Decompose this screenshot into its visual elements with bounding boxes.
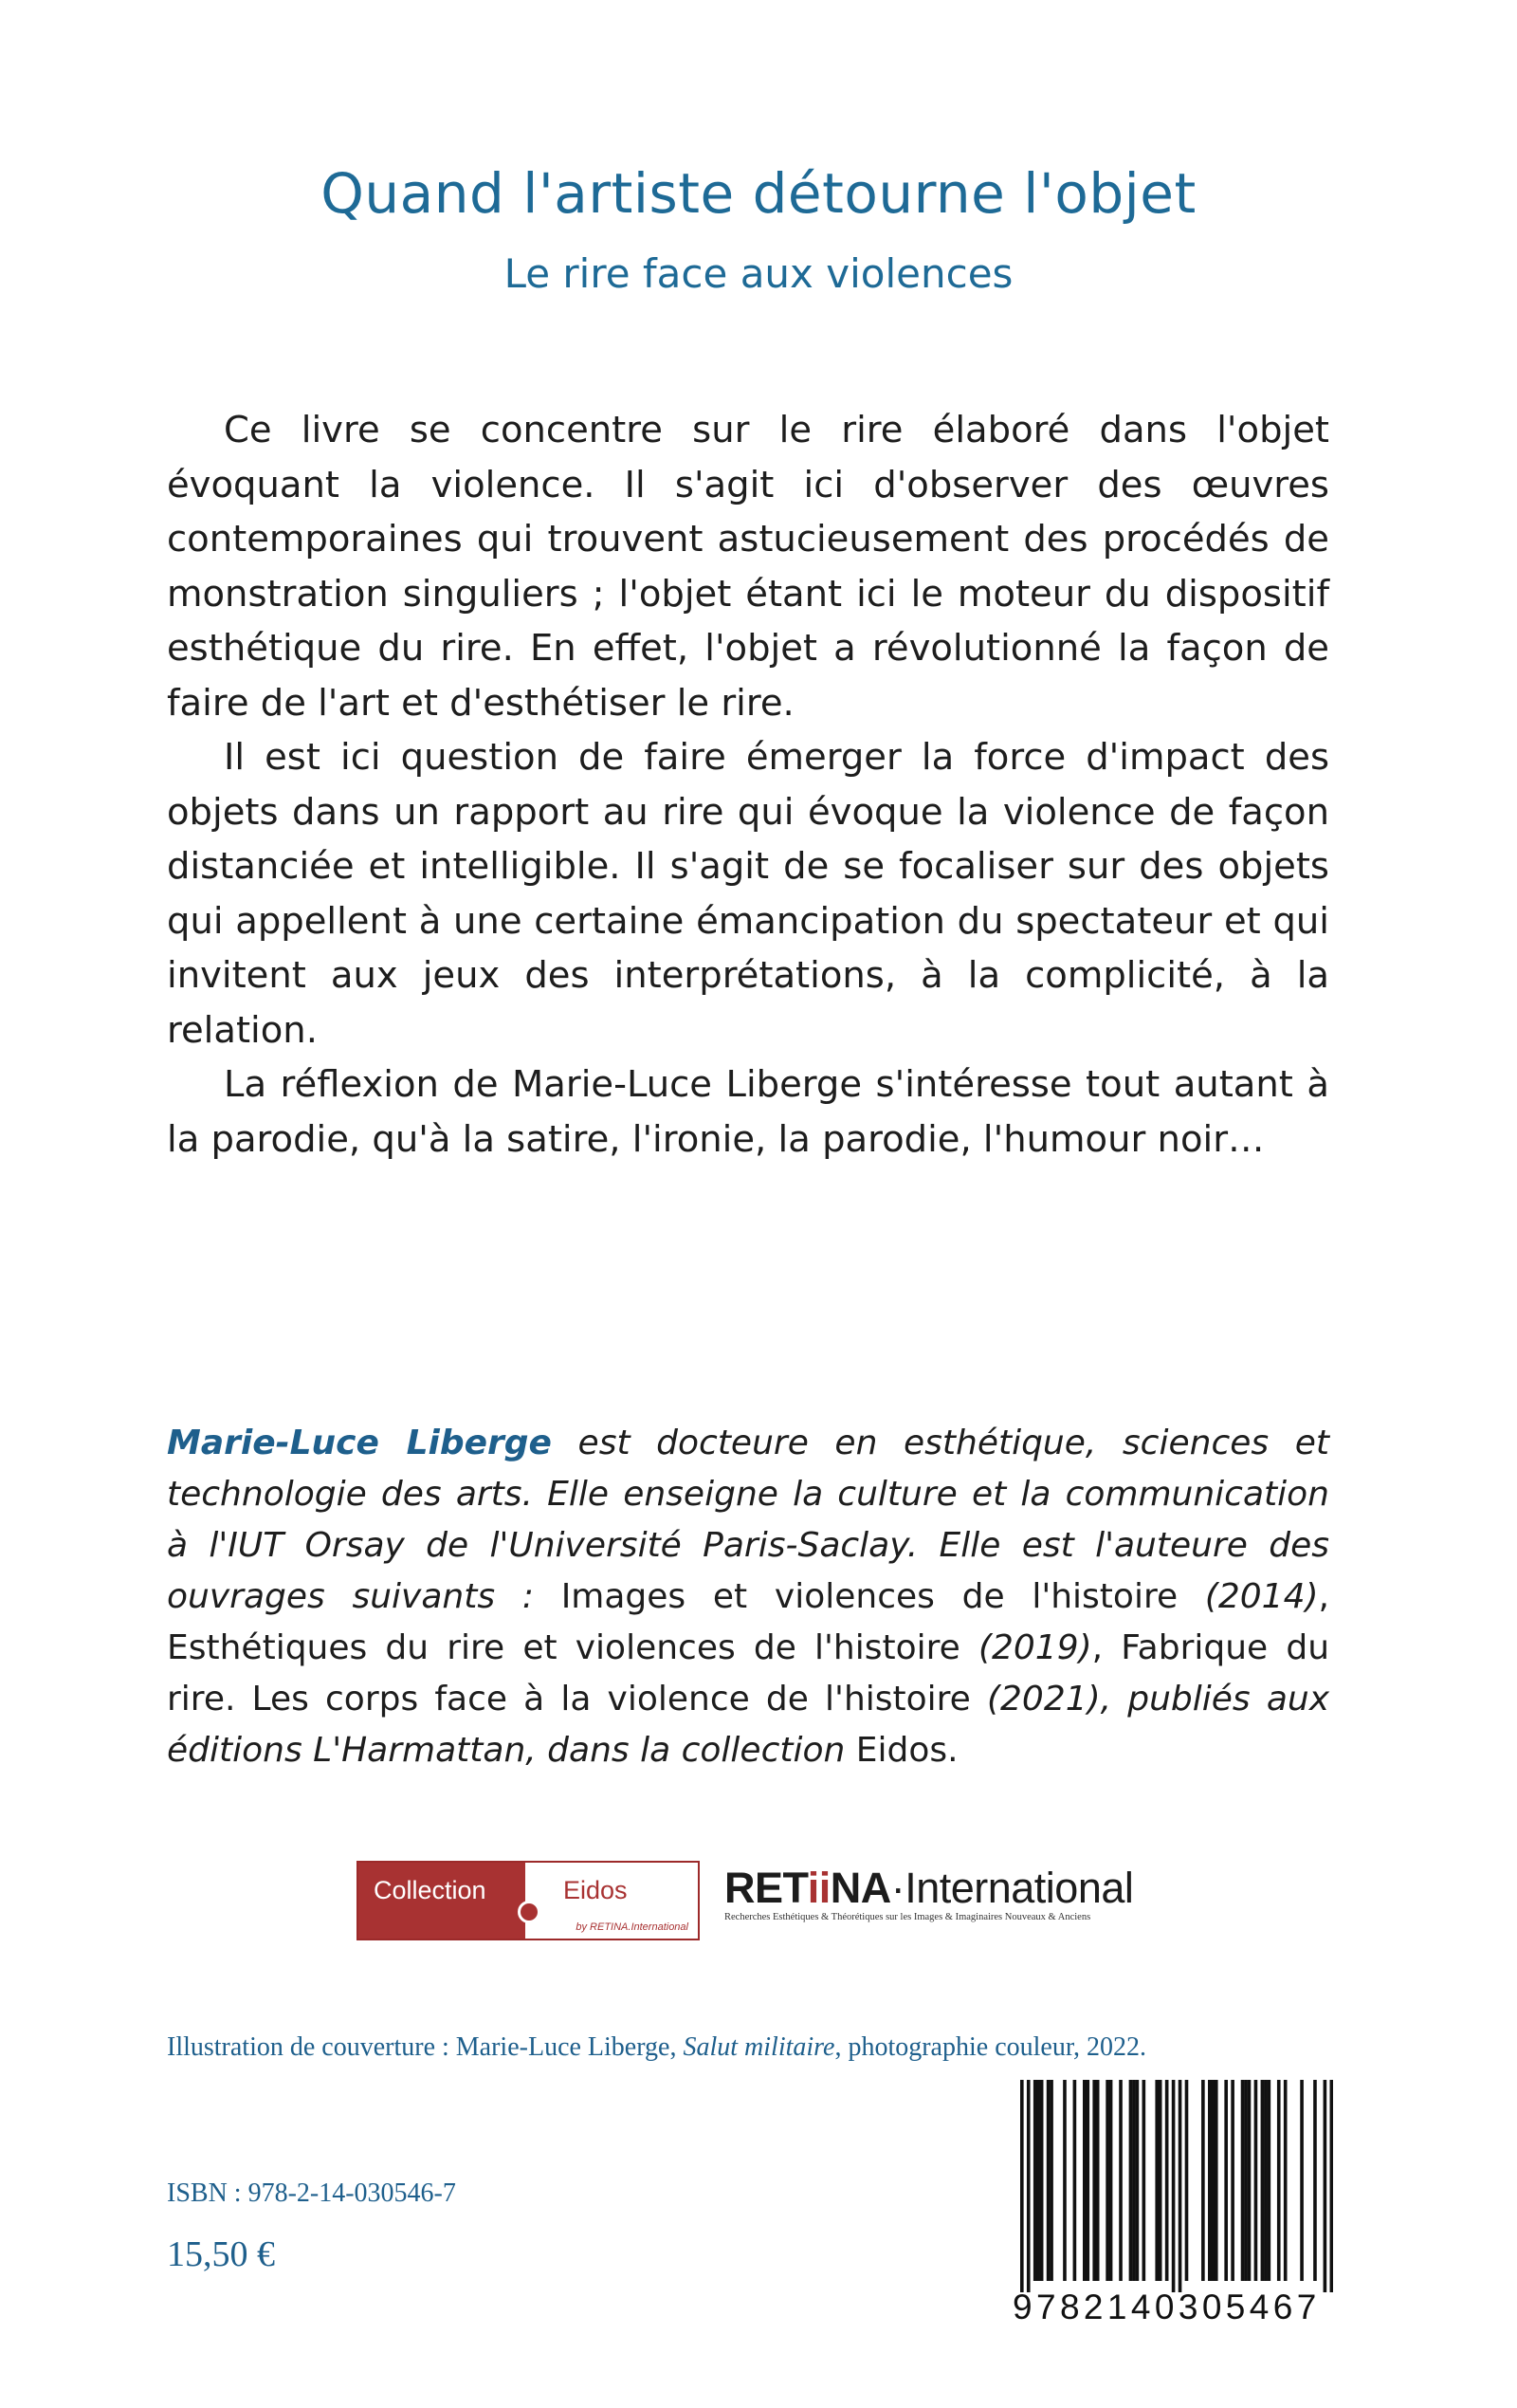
barcode-bar [1268,2080,1271,2281]
credit-prefix: Illustration de couverture : Marie-Luce Liberge, [167,2032,684,2062]
barcode-bar [1284,2080,1288,2281]
bio-book-1: Images et violences de l'histoire [560,1577,1179,1616]
barcode-bar [1155,2080,1159,2281]
bio-year-2: (2019) [960,1628,1092,1667]
barcode-bar [1264,2080,1268,2281]
barcode-bar [1261,2080,1265,2281]
retina-logo-tagline: Recherches Esthétiques & Théorétiques sur les Images & Imaginaires Nouveaux & Anciens [724,1912,1091,1922]
barcode-bar [1033,2080,1037,2281]
collection-logo-eidos: Eidos [563,1876,628,1904]
isbn: ISBN : 978-2-14-030546-7 [167,2178,456,2208]
barcode-bar [1324,2080,1327,2292]
retina-logo-international: ·International [890,1864,1134,1912]
bio-sep-2: , [1091,1628,1122,1667]
barcode-bar [1248,2080,1252,2281]
barcode-bar [1132,2080,1136,2281]
credit-work-title: Salut militaire [683,2032,835,2062]
bio-book-3: Fabrique du rire. Les corps face à la violence de l'histoire [167,1628,1330,1719]
barcode-bar [1109,2080,1113,2281]
barcode-bar [1092,2080,1096,2281]
collection-logo-dot-icon [518,1901,540,1923]
book-subtitle: Le rire face aux violences [503,250,1014,297]
bio-book-2: Esthétiques du rire et violences de l'histoire [167,1628,960,1667]
bio-sep-1: , [1318,1577,1329,1616]
author-bio [167,1418,1329,1776]
collection-logo-right [525,1863,698,1939]
barcode-bars-icon [1020,2080,1333,2292]
book-title: Quand l'artiste détourne l'objet [320,161,1197,226]
collection-eidos-logo [356,1861,700,1940]
barcode-bar [1231,2080,1234,2281]
barcode-bar [1277,2080,1281,2281]
bio-text-1: est docteure en esthétique, sciences et technologie des arts. Elle enseigne la culture et la communication à l'IUT Orsay de l'Université Paris-Saclay. Elle est l'auteure des ouvrages suivants : [167,1424,1329,1616]
barcode-bar [1159,2080,1162,2281]
credit-suffix: , photographie couleur, 2022. [834,2032,1147,2062]
description-paragraph-2: Il est ici question de faire émerger la force d'impact des objets dans un rapport au rire qui évoque la violence de façon distanciée et intelligible. Il s'agit de se focaliser sur des objets qui appellent à une certaine émancipation du spectateur et qui invitent aux jeux des interprétations, à la complicité, à la relation. [167,736,1329,1052]
barcode-bar [1172,2080,1176,2292]
barcode-bar [1106,2080,1109,2281]
description-paragraph-1: Ce livre se concentre sur le rire élaboré dans l'objet évoquant la violence. Il s'agit ici d'observer des œuvres contemporaines qui trouvent astucieusement des procédés de monstration singuliers ; l'objet étant ici le moteur du dispositif esthétique du rire. En effet, l'objet a révolutionné la façon de faire de l'art et d'esthétiser le rire. [167,409,1329,725]
barcode-bar [1179,2080,1182,2292]
barcode-bar [1208,2080,1212,2281]
collection-logo-by: by RETINA.International [576,1921,688,1933]
barcode-bar [1224,2080,1228,2281]
retina-logo-ret: RET [724,1864,808,1912]
barcode-bar [1129,2080,1133,2281]
barcode-bar [1142,2080,1146,2281]
price: 15,50 € [167,2234,275,2274]
barcode-bar [1050,2080,1053,2281]
bio-year-3: (2021), publiés aux éditions L'Harmattan, dans la collection [167,1680,1330,1770]
barcode-bar [1330,2080,1333,2292]
barcode-bar [1119,2080,1123,2281]
barcode-bar [1165,2080,1169,2281]
author-name: Marie-Luce Liberge [167,1424,552,1462]
retina-logo-ii: ii [807,1864,831,1912]
barcode-bar [1185,2080,1189,2281]
barcode-bar [1063,2080,1067,2281]
book-description [167,403,1329,1167]
barcode-bar [1241,2080,1245,2281]
barcode-bar [1211,2080,1215,2281]
retina-logo-word [724,1866,1142,1910]
barcode-bar [1020,2080,1024,2292]
barcode [1020,2080,1333,2292]
barcode-bar [1036,2080,1040,2281]
retina-international-logo [724,1866,1142,1933]
barcode-bar [1300,2080,1304,2281]
barcode-bar [1254,2080,1258,2281]
barcode-bar [1047,2080,1051,2281]
barcode-bar [1073,2080,1077,2281]
barcode-bar [1096,2080,1100,2281]
bio-collection: Eidos [855,1731,948,1770]
barcode-bar [1040,2080,1044,2281]
barcode-bar [1027,2080,1031,2292]
barcode-bar [1313,2080,1317,2281]
barcode-bar [1201,2080,1205,2281]
barcode-bar [1215,2080,1218,2281]
bio-year-1: (2014) [1178,1577,1319,1616]
barcode-digits: 9782140305467 [1013,2288,1321,2326]
bio-end: . [947,1731,959,1770]
retina-logo-na: NA [830,1864,891,1912]
cover-illustration-credit [167,2032,1343,2063]
barcode-bar [1244,2080,1248,2281]
barcode-bar [1136,2080,1140,2281]
barcode-bar [1086,2080,1089,2281]
collection-logo-label: Collection [358,1863,525,1939]
barcode-bar [1083,2080,1087,2281]
description-paragraph-3: La réflexion de Marie-Luce Liberge s'intéresse tout autant à la parodie, qu'à la satire, l'ironie, la parodie, l'humour noir… [167,1063,1329,1161]
